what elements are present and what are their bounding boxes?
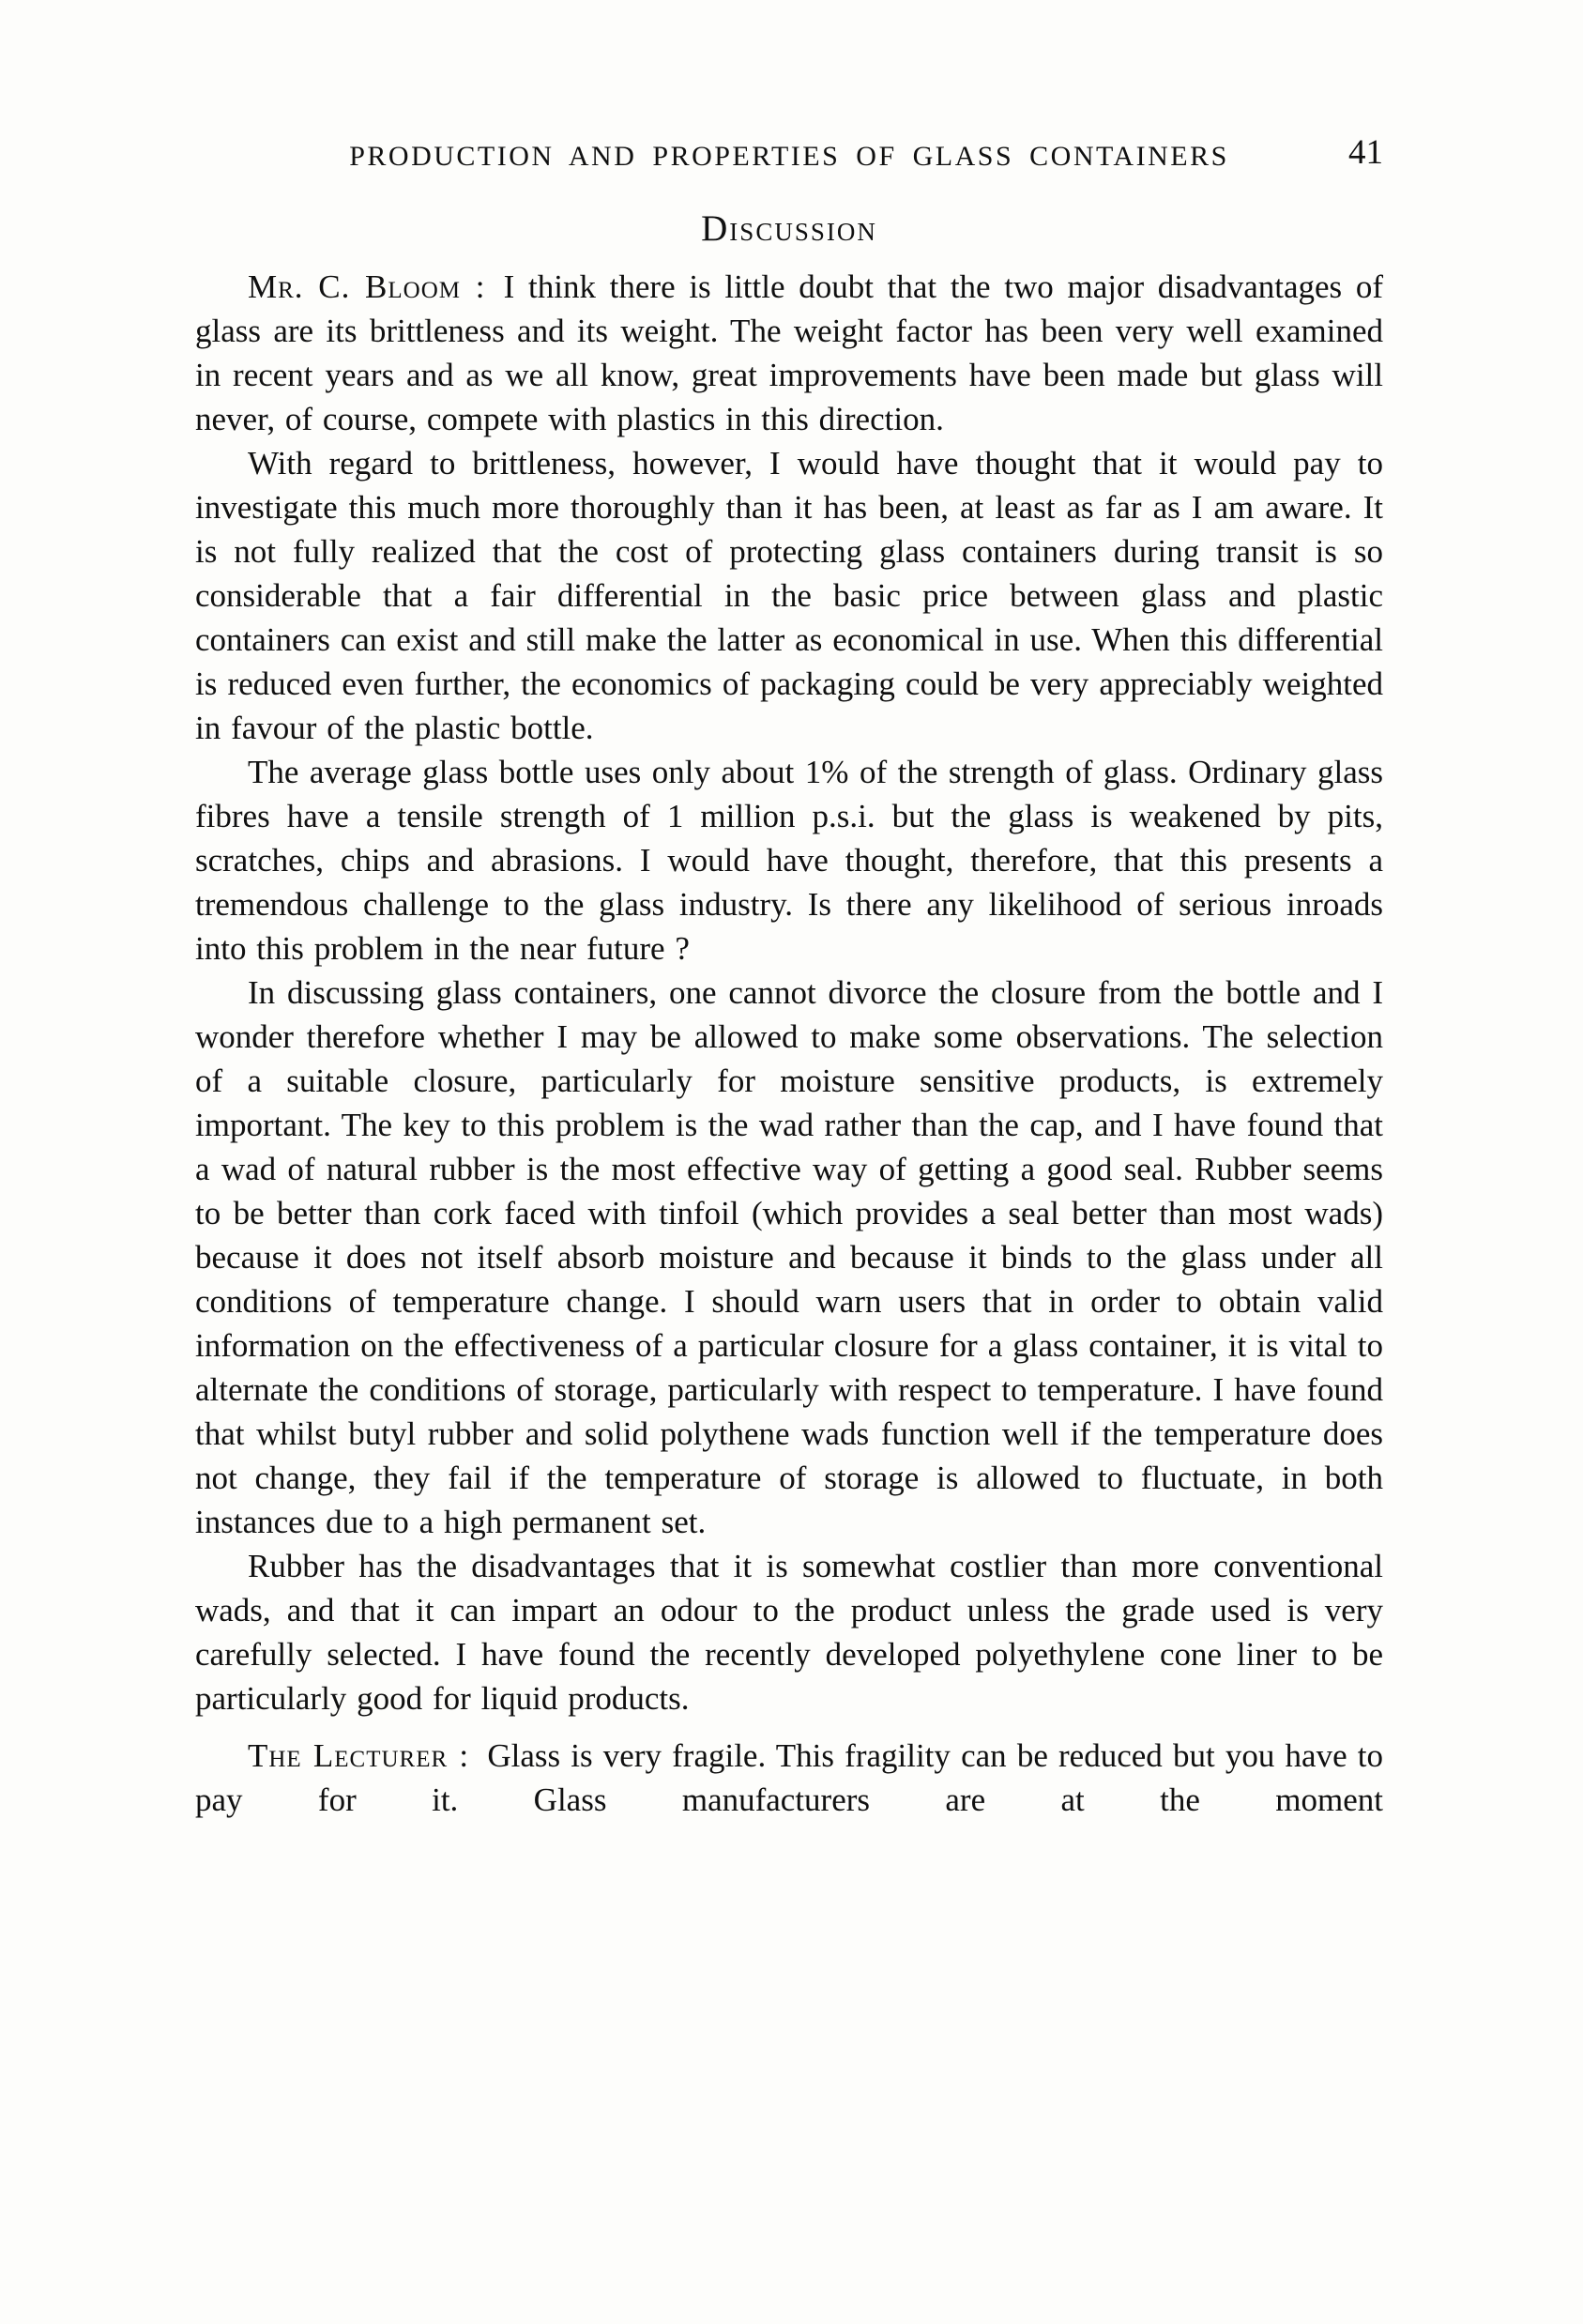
paragraph-text: Glass is very fragile. This fragility can be reduced but you have to pay for it. Glass manufacturers are at the moment xyxy=(195,1737,1383,1818)
speaker-name-lecturer: The Lecturer : xyxy=(248,1737,470,1774)
paragraph-text: Rubber has the disadvantages that it is somewhat costlier than more conventional wads, and that it can impart an odour to the product unless the grade used is very carefully selected. I have found the recently developed polyethylene cone liner to be particularly good for liquid products. xyxy=(195,1548,1383,1717)
paragraph-text: The average glass bottle uses only about 1% of the strength of glass. Ordinary glass fibres have a tensile strength of 1 million p.s.i. but the glass is weakened by pits, scratches, chips and abrasions. I would have thought, therefore, that this presents a tremendous challenge to the glass industry. Is there any likelihood of serious inroads into this problem in the near future ? xyxy=(195,754,1383,967)
paragraph-brittleness xyxy=(195,441,1383,750)
paragraph-text: With regard to brittleness, however, I would have thought that it would pay to investigate this much more thoroughly than it has been, at least as far as I am aware. It is not fully realized that the cost of protecting glass containers during transit is so considerable that a fair differential in the basic price between glass and plastic containers can exist and still make the latter as economical in use. When this differential is reduced even further, the economics of packaging could be very appreciably weighted in favour of the plastic bottle. xyxy=(195,445,1383,746)
section-heading: Discussion xyxy=(701,208,877,249)
paragraph-strength xyxy=(195,750,1383,971)
page-number: 41 xyxy=(1348,133,1383,172)
paragraph-text: I think there is little doubt that the two major disadvantages of glass are its brittleness and its weight. The weight factor has been very well examined in recent years and as we all know, great improvements have been made but glass will never, of course, compete with plastics in this direction. xyxy=(195,268,1383,437)
paragraph-text: In discussing glass containers, one cannot divorce the closure from the bottle and I wonder therefore whether I may be allowed to make some observations. The selection of a suitable closure, particularly for moisture sensitive products, is extremely important. The key to this problem is the wad rather than the cap, and I have found that a wad of natural rubber is the most effective way of getting a good seal. Rubber seems to be better than cork faced with tinfoil (which provides a seal better than most wads) because it does not itself absorb moisture and because it binds to the glass under all conditions of temperature change. I should warn users that in order to obtain valid information on the effectiveness of a particular closure for a glass container, it is vital to alternate the conditions of storage, particularly with respect to temperature. I have found that whilst butyl rubber and solid polythene wads function well if the temperature does not change, they fail if the temperature of storage is allowed to fluctuate, in both instances due to a high permanent set. xyxy=(195,974,1383,1540)
running-title: PRODUCTION AND PROPERTIES OF GLASS CONTAINERS xyxy=(349,141,1229,172)
discussion-body xyxy=(195,265,1383,1822)
paragraph-closures xyxy=(195,971,1383,1544)
speaker-name-bloom: Mr. C. Bloom : xyxy=(248,268,486,305)
running-header xyxy=(195,133,1383,175)
paragraph-rubber xyxy=(195,1544,1383,1720)
paragraph-lecturer xyxy=(195,1734,1383,1822)
paragraph-bloom-1 xyxy=(195,265,1383,441)
